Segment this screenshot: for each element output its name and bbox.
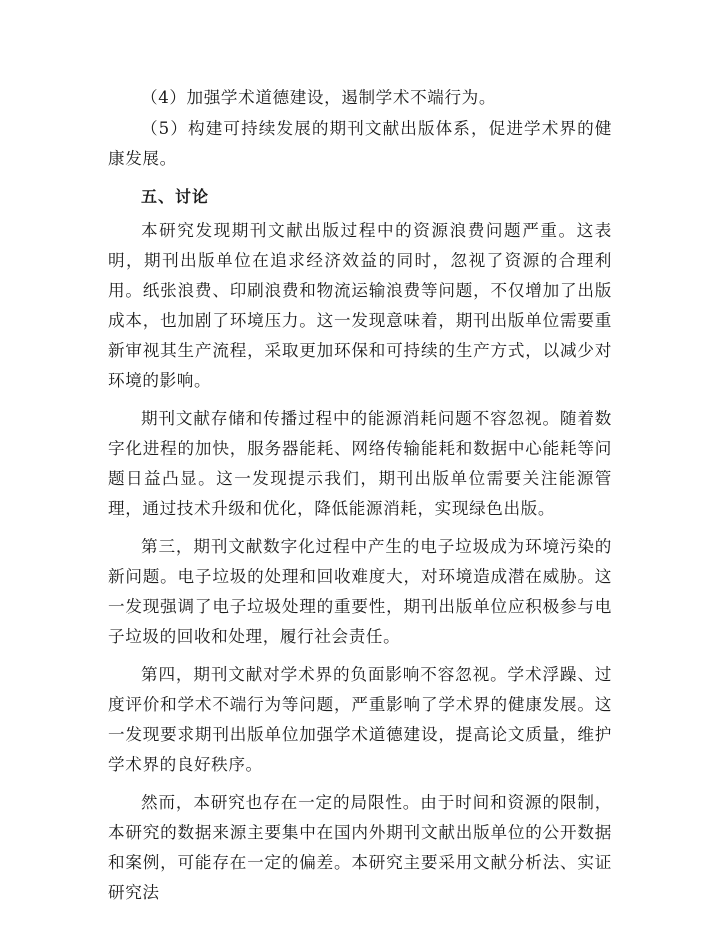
discussion-paragraph-5: 然而，本研究也存在一定的局限性。由于时间和资源的限制，本研究的数据来源主要集中在国内外期刊文献出版单位的公开数据和案例，可能存在一定的偏差。本研究主要采用文献分析法、实证研究法 [108, 793, 612, 902]
section-heading-discussion: 五、讨论 [141, 187, 210, 206]
discussion-paragraph-3: 第三，期刊文献数字化过程中产生的电子垃圾成为环境污染的新问题。电子垃圾的处理和回收难度大，对环境造成潜在威胁。这一发现强调了电子垃圾处理的重要性，期刊出版单位应积极参与电子垃圾的回收和处理，履行社会责任。 [108, 537, 612, 646]
list-item-4: （4）加强学术道德建设，遏制学术不端行为。 [141, 88, 497, 107]
document-page [108, 83, 612, 916]
discussion-paragraph-1: 本研究发现期刊文献出版过程中的资源浪费问题严重。这表明，期刊出版单位在追求经济效益的同时，忽视了资源的合理利用。纸张浪费、印刷浪费和物流运输浪费等问题，不仅增加了出版成本，也加剧了环境压力。这一发现意味着，期刊出版单位需要重新审视其生产流程，采取更加环保和可持续的生产方式，以减少对环境的影响。 [108, 221, 612, 390]
discussion-paragraph-2: 期刊文献存储和传播过程中的能源消耗问题不容忽视。随着数字化进程的加快，服务器能耗、网络传输能耗和数据中心能耗等问题日益凸显。这一发现提示我们，期刊出版单位需要关注能源管理，通过技术升级和优化，降低能源消耗，实现绿色出版。 [108, 409, 612, 518]
discussion-paragraph-4: 第四，期刊文献对学术界的负面影响不容忽视。学术浮躁、过度评价和学术不端行为等问题，严重影响了学术界的健康发展。这一发现要求期刊出版单位加强学术道德建设，提高论文质量，维护学术界的良好秩序。 [108, 665, 612, 774]
list-item-5: （5）构建可持续发展的期刊文献出版体系，促进学术界的健康发展。 [108, 119, 612, 168]
